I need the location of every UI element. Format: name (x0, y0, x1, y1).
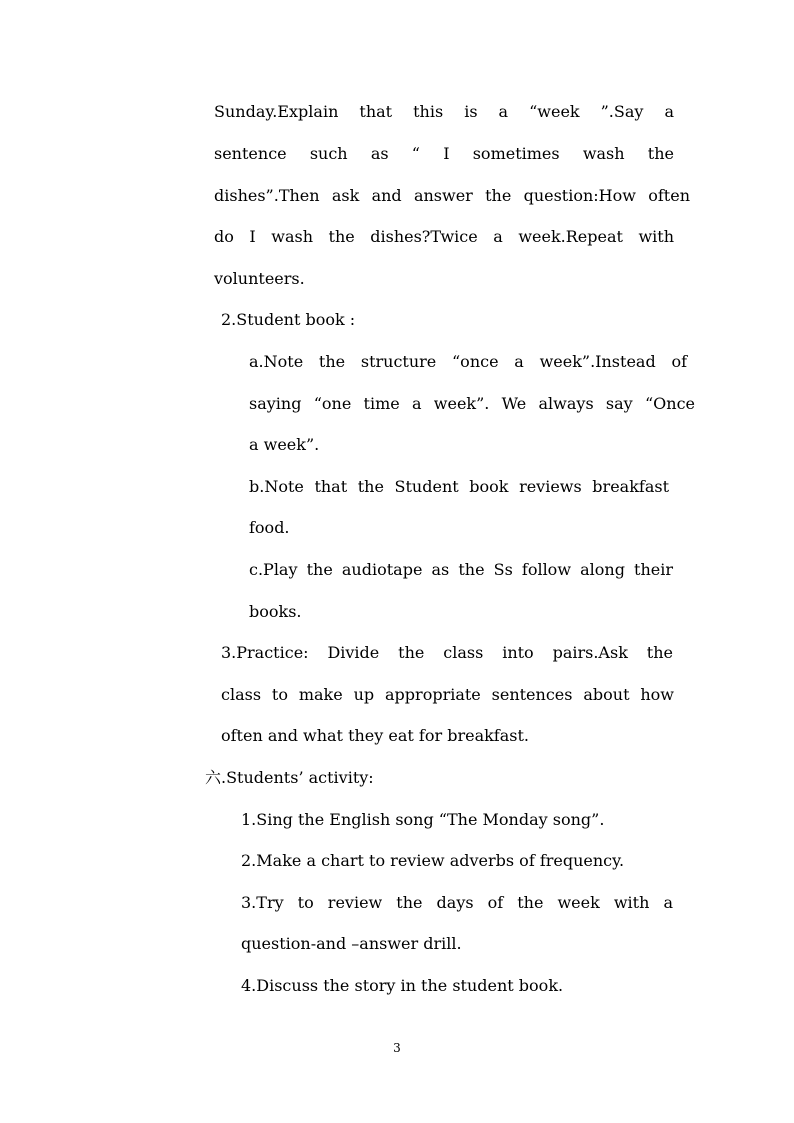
text-line: question-and –answer drill. (241, 934, 462, 953)
text-line: volunteers. (214, 269, 305, 288)
text-line: 3.Practice: Divide the class into pairs.Ask the (221, 643, 673, 662)
text-line: class to make up appropriate sentences about how (221, 685, 674, 704)
text-line: 4.Discuss the story in the student book. (241, 976, 564, 995)
text-line: food. (249, 518, 290, 537)
section-heading: 六.Students’ activity: (205, 768, 374, 787)
text-line: 1.Sing the English song “The Monday song”. (241, 810, 605, 829)
text-line: sentence such as “ I sometimes wash the (214, 144, 674, 163)
text-line: books. (249, 602, 302, 621)
text-line: often and what they eat for breakfast. (221, 726, 529, 745)
text-line: c.Play the audiotape as the Ss follow along their (249, 560, 673, 579)
text-line: Sunday.Explain that this is a “week ”.Say a (214, 102, 674, 121)
text-line: a week”. (249, 435, 320, 454)
page-number: 3 (393, 1041, 401, 1055)
text-line: dishes”.Then ask and answer the question:How often (214, 186, 690, 205)
text-line: do I wash the dishes?Twice a week.Repeat with (214, 227, 674, 246)
text-line: a.Note the structure “once a week”.Instead of (249, 352, 687, 371)
text-line: 3.Try to review the days of the week with a (241, 893, 673, 912)
text-line: 2.Student book : (221, 310, 356, 329)
text-line: b.Note that the Student book reviews breakfast (249, 477, 669, 496)
text-line: saying “one time a week”. We always say “Once (249, 394, 695, 413)
text-line: 2.Make a chart to review adverbs of frequency. (241, 851, 625, 870)
